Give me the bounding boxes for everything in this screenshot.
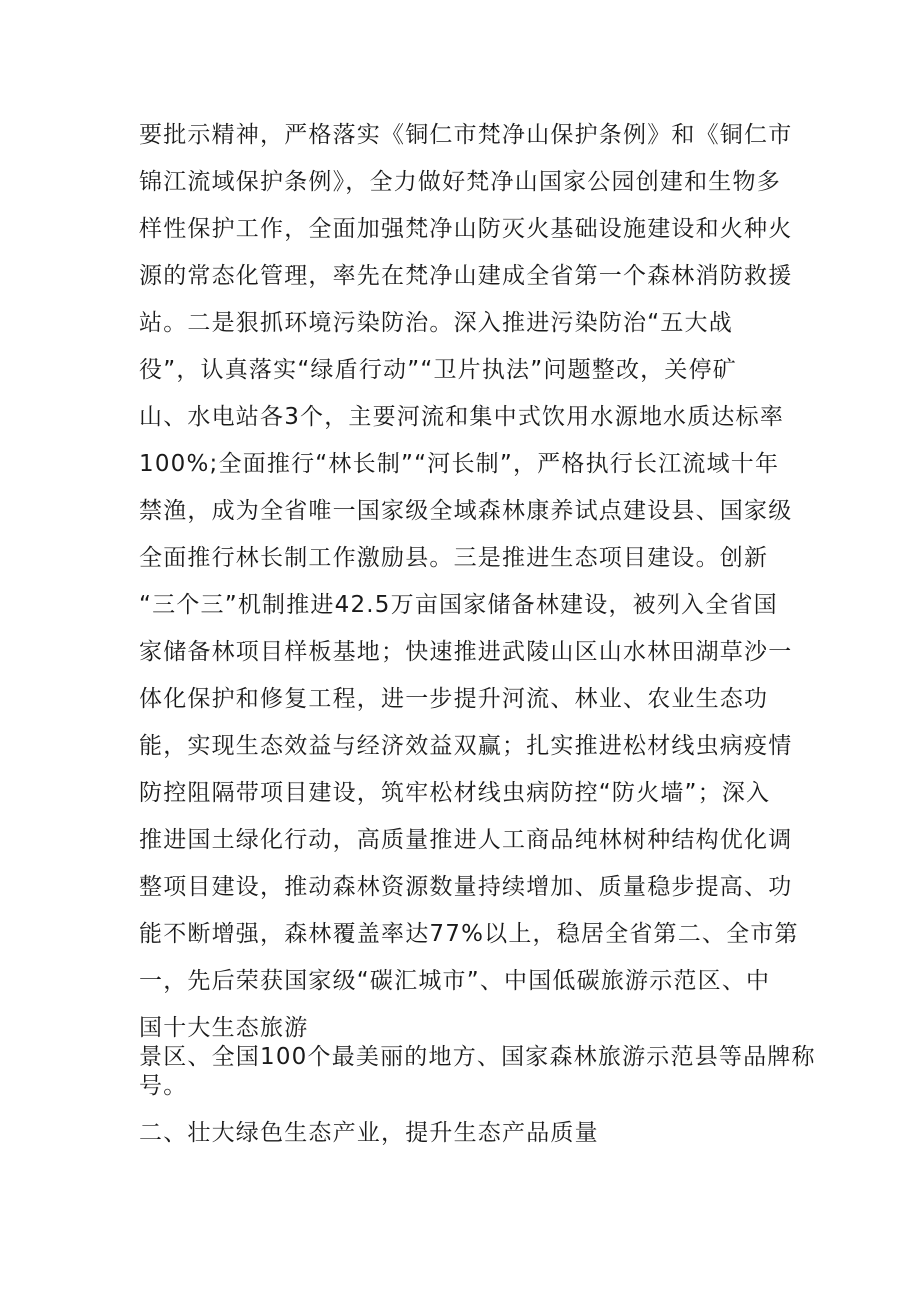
paragraph-line: 全面推行林长制工作激励县。三是推进生态项目建设。创新 — [139, 545, 769, 571]
paragraph-line: 站。二是狠抓环境污染防治。深入推进污染防治“五大战 — [139, 310, 733, 336]
paragraph-line: 能，实现生态效益与经济效益双赢；扎实推进松材线虫病疫情 — [139, 733, 793, 759]
paragraph-line: “三个三”机制推进42.5万亩国家储备林建设，被列入全省国 — [139, 592, 778, 618]
paragraph-line: 防控阻隔带项目建设，筑牢松材线虫病防控“防火墙”；深入 — [139, 780, 771, 806]
paragraph-line: 整项目建设，推动森林资源数量持续增加、质量稳步提高、功 — [139, 874, 793, 900]
paragraph-line: 体化保护和修复工程，进一步提升河流、林业、农业生态功 — [139, 686, 769, 712]
paragraph-line: 锦江流域保护条例》，全力做好梵净山国家公园创建和生物多 — [139, 169, 781, 195]
paragraph-line: 家储备林项目样板基地；快速推进武陵山区山水林田湖草沙一 — [139, 639, 793, 665]
paragraph-line: 能不断增强，森林覆盖率达77%以上，稳居全省第二、全市第 — [139, 921, 799, 947]
paragraph-line: 山、水电站各3个，主要河流和集中式饮用水源地水质达标率 — [139, 404, 785, 430]
paragraph-line: 100%;全面推行“林长制”“河长制”，严格执行长江流域十年 — [139, 451, 780, 477]
paragraph-line: 役”，认真落实“绿盾行动”“卫片执法”问题整改，关停矿 — [139, 357, 737, 383]
section-heading: 二、壮大绿色生态产业，提升生态产品质量 — [139, 1120, 599, 1146]
paragraph-line: 样性保护工作，全面加强梵净山防灭火基础设施建设和火种火 — [139, 216, 793, 242]
paragraph-line: 景区、全国100个最美丽的地方、国家森林旅游示范县等品牌称 — [139, 1044, 816, 1070]
paragraph-line: 要批示精神，严格落实《铜仁市梵净山保护条例》和《铜仁市 — [139, 122, 793, 148]
paragraph-line: 国十大生态旅游 — [139, 1015, 309, 1041]
paragraph-line: 推进国土绿化行动，高质量推进人工商品纯林树种结构优化调 — [139, 827, 793, 853]
paragraph-line: 源的常态化管理，率先在梵净山建成全省第一个森林消防救援 — [139, 263, 793, 289]
paragraph-line: 禁渔，成为全省唯一国家级全域森林康养试点建设县、国家级 — [139, 498, 793, 524]
paragraph-line: 一，先后荣获国家级“碳汇城市”、中国低碳旅游示范区、中 — [139, 968, 771, 994]
paragraph-line: 号。 — [139, 1073, 188, 1099]
